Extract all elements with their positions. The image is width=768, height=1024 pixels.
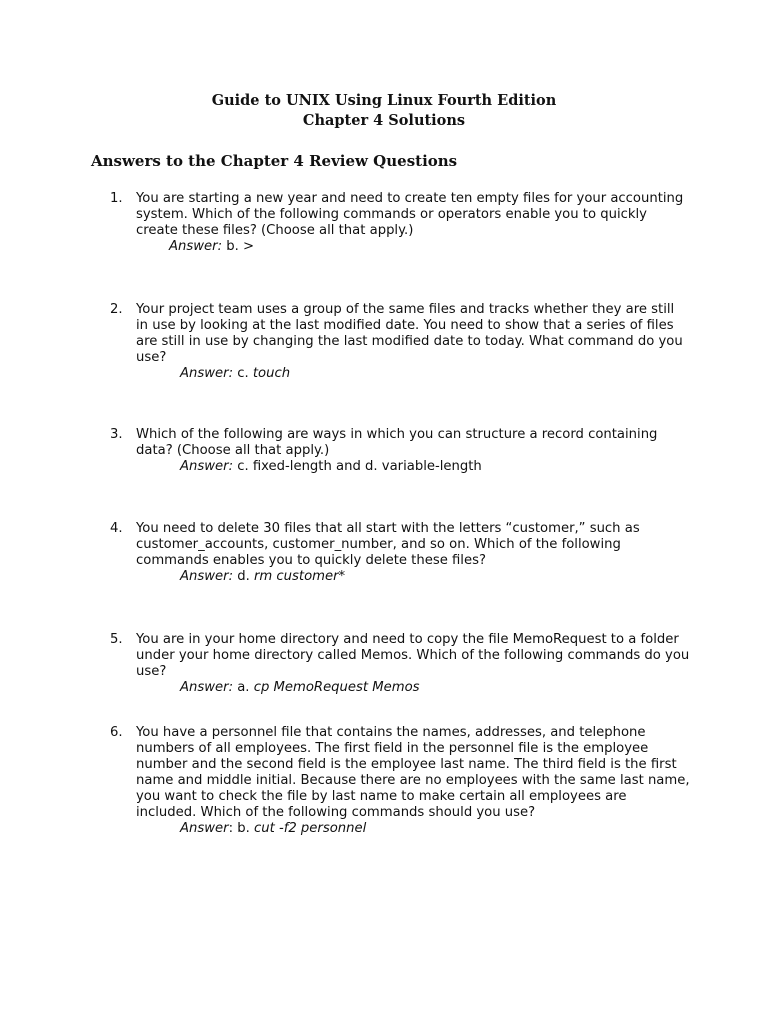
question-2 [110, 302, 690, 382]
question-text: You have a personnel file that contains the names, addresses, and telephone numbers of all employees. The first field in the personnel file is the employee number and the second field is the employee last name. The third field is the first name and middle initial. Because there are no employees with the same last name, you want to check the file by last name to make certain all employees are included. Which of the following commands should you use? [136, 725, 690, 820]
question-text: You are starting a new year and need to create ten empty files for your accounting system. Which of the following commands or operators enable you to quickly create these files? (Choose all that apply.) [136, 191, 684, 238]
question-4 [110, 521, 690, 585]
answer-line [180, 569, 690, 585]
question-number: 1. [110, 191, 123, 206]
question-3 [110, 427, 690, 475]
answer-choice: c. [233, 366, 253, 381]
question-number: 2. [110, 302, 123, 317]
question-text: You need to delete 30 files that all start with the letters “customer,” such as customer_accounts, customer_number, and so on. Which of the following commands enables you to quickly delete these files? [136, 521, 640, 568]
answer-line [180, 366, 690, 382]
question-number: 6. [110, 725, 123, 740]
question-5 [110, 632, 690, 696]
question-1 [110, 191, 690, 255]
answer-value: cp MemoRequest Memos [253, 680, 420, 695]
answer-line [180, 459, 690, 475]
answer-label: Answer: [180, 569, 234, 584]
answer-line [169, 239, 690, 255]
answer-choice: d. [233, 569, 254, 584]
chapter-subtitle: Chapter 4 Solutions [302, 112, 466, 129]
answer-choice: a. [233, 680, 254, 695]
question-text: Which of the following are ways in which you can structure a record containing data? (Choose all that apply.) [136, 427, 658, 458]
question-text: Your project team uses a group of the same files and tracks whether they are still in use by looking at the last modified date. You need to show that a series of files are still in use by changing the last modified date to today. What command do you use? [136, 302, 683, 365]
question-number: 5. [110, 632, 123, 647]
answer-choice: c. [233, 459, 253, 474]
question-6 [110, 725, 690, 837]
answer-label: Answer [180, 821, 229, 836]
answer-choice: : b. [228, 821, 254, 836]
answer-choice: b. [222, 239, 243, 254]
answer-value: rm customer* [253, 569, 346, 584]
question-number: 3. [110, 427, 123, 442]
answer-line [180, 821, 690, 837]
answer-line [180, 680, 690, 696]
answer-value: fixed-length and d. variable-length [252, 459, 482, 474]
answer-label: Answer: [180, 680, 234, 695]
answer-label: Answer: [180, 366, 234, 381]
answer-value: cut -f2 personnel [253, 821, 367, 836]
answer-label: Answer: [169, 239, 223, 254]
question-text: You are in your home directory and need to copy the file MemoRequest to a folder under your home directory called Memos. Which of the following commands do you use? [136, 632, 690, 679]
document-title: Guide to UNIX Using Linux Fourth Edition [211, 92, 557, 109]
answer-value: touch [252, 366, 291, 381]
answer-label: Answer: [180, 459, 234, 474]
section-heading: Answers to the Chapter 4 Review Questions [91, 152, 458, 170]
answer-value: > [242, 239, 255, 254]
question-number: 4. [110, 521, 123, 536]
